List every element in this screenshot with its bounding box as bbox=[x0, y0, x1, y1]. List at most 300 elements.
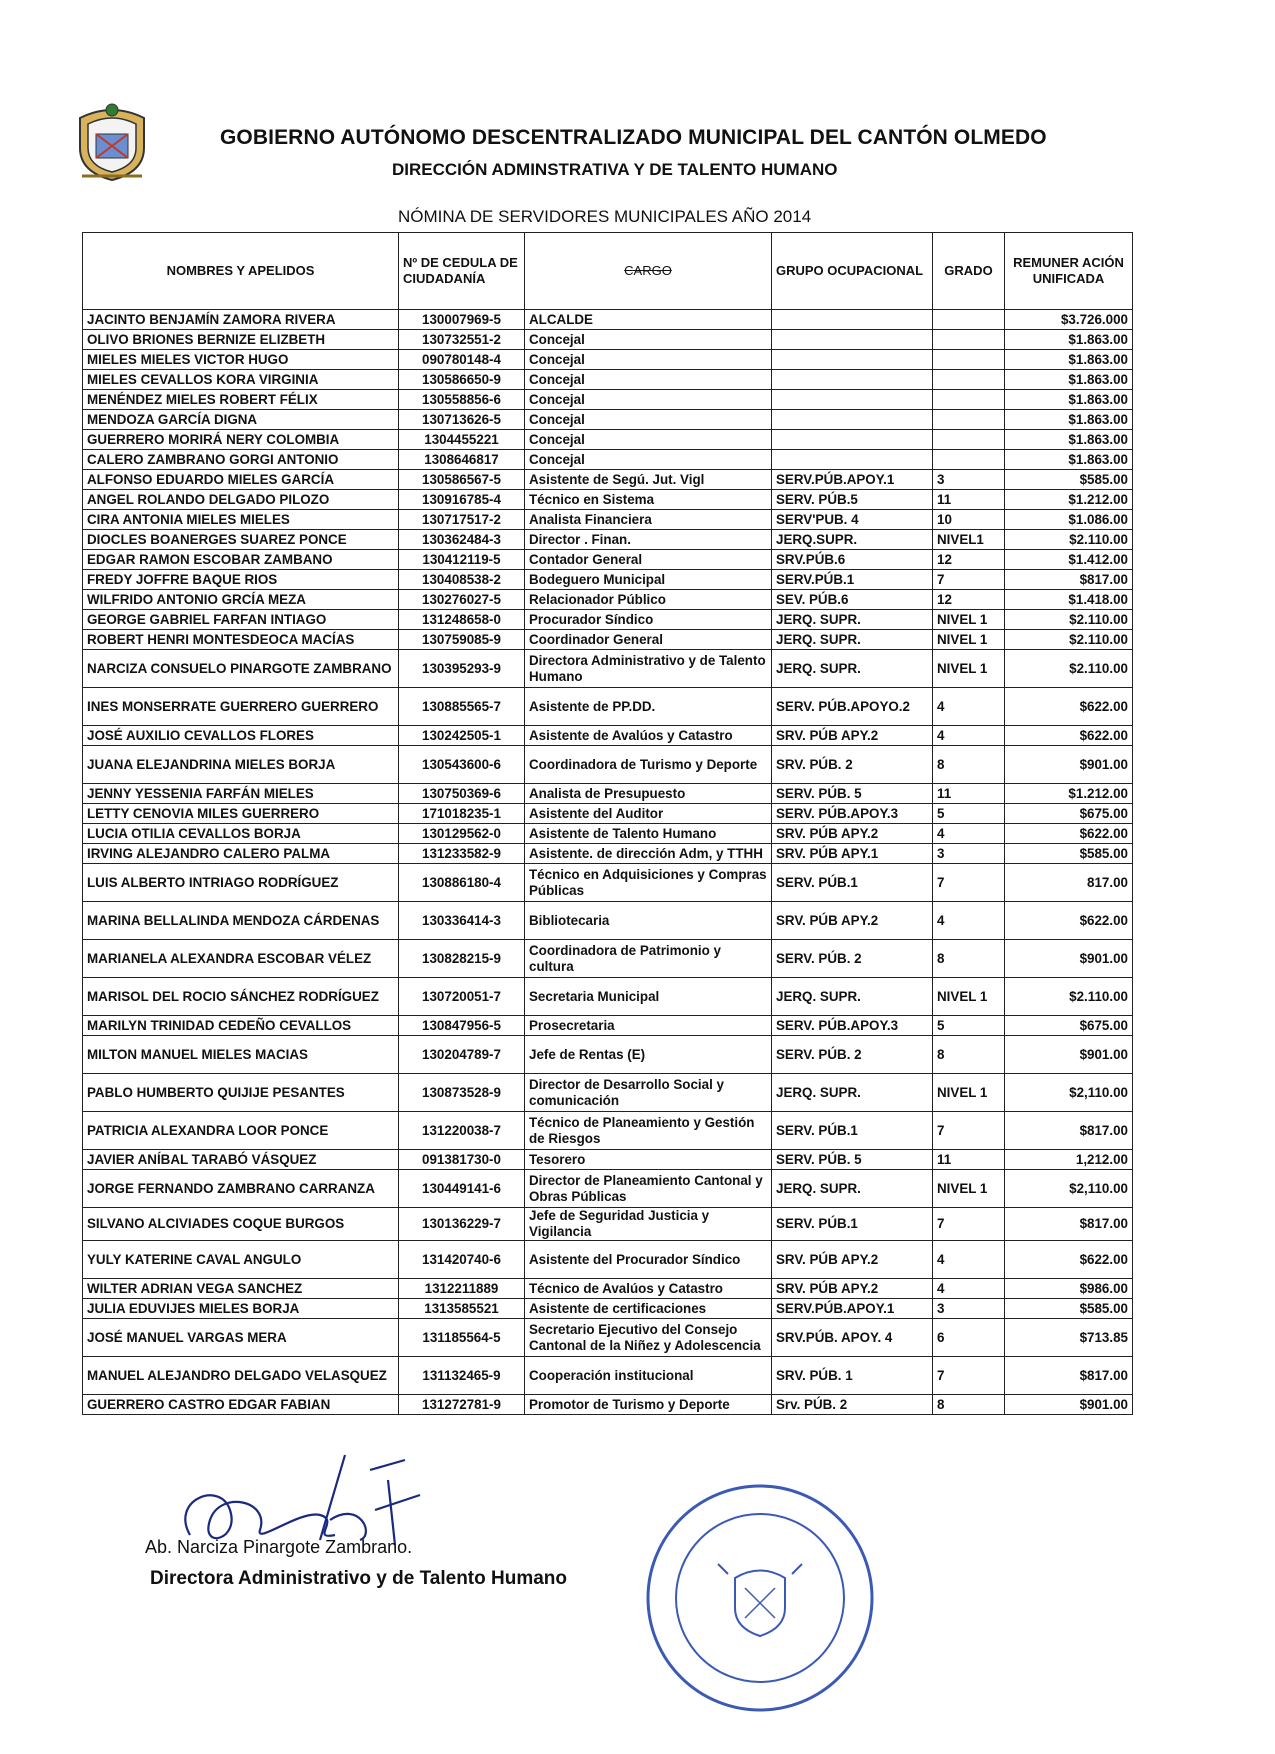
occupational-group-cell: SRV.PÚB. APOY. 4 bbox=[772, 1319, 933, 1357]
employee-name-cell: JOSÉ AUXILIO CEVALLOS FLORES bbox=[83, 726, 399, 746]
cedula-number-cell: 130204789-7 bbox=[399, 1036, 525, 1074]
occupational-group-cell: SRV.PÚB.6 bbox=[772, 550, 933, 570]
grade-cell: 8 bbox=[933, 1036, 1005, 1074]
job-title-cell: Asistente. de dirección Adm, y TTHH bbox=[525, 844, 772, 864]
table-row bbox=[83, 530, 1133, 550]
grade-cell bbox=[933, 370, 1005, 390]
salary-cell: $1.863.00 bbox=[1005, 330, 1133, 350]
table-row bbox=[83, 1208, 1133, 1241]
salary-cell: $1.863.00 bbox=[1005, 350, 1133, 370]
grade-cell: NIVEL1 bbox=[933, 530, 1005, 550]
job-title-cell: Directora Administrativo y de Talento Humano bbox=[525, 650, 772, 688]
municipal-emblem-icon bbox=[72, 96, 152, 182]
payroll-table bbox=[82, 232, 1133, 1415]
grade-cell: 7 bbox=[933, 1112, 1005, 1150]
cedula-number-cell: 090780148-4 bbox=[399, 350, 525, 370]
grade-cell: 11 bbox=[933, 490, 1005, 510]
cedula-number-cell: 130543600-6 bbox=[399, 746, 525, 784]
table-row bbox=[83, 824, 1133, 844]
table-row bbox=[83, 940, 1133, 978]
cedula-number-cell: 130916785-4 bbox=[399, 490, 525, 510]
table-row bbox=[83, 430, 1133, 450]
employee-name-cell: JORGE FERNANDO ZAMBRANO CARRANZA bbox=[83, 1170, 399, 1208]
employee-name-cell: FREDY JOFFRE BAQUE RIOS bbox=[83, 570, 399, 590]
cedula-number-cell: 130449141-6 bbox=[399, 1170, 525, 1208]
institution-title: GOBIERNO AUTÓNOMO DESCENTRALIZADO MUNICIPAL DEL CANTÓN OLMEDO bbox=[220, 126, 1047, 149]
employee-name-cell: ALFONSO EDUARDO MIELES GARCÍA bbox=[83, 470, 399, 490]
occupational-group-cell: JERQ. SUPR. bbox=[772, 610, 933, 630]
employee-name-cell: PABLO HUMBERTO QUIJIJE PESANTES bbox=[83, 1074, 399, 1112]
cedula-number-cell: 130136229-7 bbox=[399, 1208, 525, 1241]
job-title-cell: Concejal bbox=[525, 330, 772, 350]
employee-name-cell: MARISOL DEL ROCIO SÁNCHEZ RODRÍGUEZ bbox=[83, 978, 399, 1016]
table-row bbox=[83, 844, 1133, 864]
grade-cell: 12 bbox=[933, 550, 1005, 570]
employee-name-cell: EDGAR RAMON ESCOBAR ZAMBANO bbox=[83, 550, 399, 570]
salary-cell: $986.00 bbox=[1005, 1279, 1133, 1299]
job-title-cell: Secretaria Municipal bbox=[525, 978, 772, 1016]
employee-name-cell: JENNY YESSENIA FARFÁN MIELES bbox=[83, 784, 399, 804]
table-row bbox=[83, 410, 1133, 430]
cedula-number-cell: 1304455221 bbox=[399, 430, 525, 450]
salary-cell: $675.00 bbox=[1005, 1016, 1133, 1036]
salary-cell: $2.110.00 bbox=[1005, 978, 1133, 1016]
cedula-number-cell: 130362484-3 bbox=[399, 530, 525, 550]
salary-cell: $622.00 bbox=[1005, 688, 1133, 726]
cedula-number-cell: 130276027-5 bbox=[399, 590, 525, 610]
job-title-cell: Concejal bbox=[525, 370, 772, 390]
occupational-group-cell: SRV. PÚB APY.2 bbox=[772, 1279, 933, 1299]
occupational-group-cell bbox=[772, 390, 933, 410]
occupational-group-cell: SERV. PÚB.APOYO.2 bbox=[772, 688, 933, 726]
stamp-seal-icon bbox=[640, 1478, 880, 1718]
occupational-group-cell: SERV. PÚB. 2 bbox=[772, 940, 933, 978]
grade-cell: 4 bbox=[933, 1279, 1005, 1299]
cedula-number-cell: 130885565-7 bbox=[399, 688, 525, 726]
employee-name-cell: LETTY CENOVIA MILES GUERRERO bbox=[83, 804, 399, 824]
grade-cell bbox=[933, 310, 1005, 330]
table-row bbox=[83, 570, 1133, 590]
occupational-group-cell: SRV. PÚB APY.2 bbox=[772, 1241, 933, 1279]
cedula-number-cell: 130847956-5 bbox=[399, 1016, 525, 1036]
occupational-group-cell: JERQ. SUPR. bbox=[772, 1170, 933, 1208]
salary-cell: $1.212.00 bbox=[1005, 490, 1133, 510]
occupational-group-cell: Srv. PÚB. 2 bbox=[772, 1395, 933, 1415]
table-row bbox=[83, 650, 1133, 688]
salary-cell: $901.00 bbox=[1005, 1395, 1133, 1415]
occupational-group-cell: SRV. PÚB APY.2 bbox=[772, 726, 933, 746]
grade-cell: 4 bbox=[933, 688, 1005, 726]
table-title: NÓMINA DE SERVIDORES MUNICIPALES AÑO 2014 bbox=[398, 207, 812, 226]
occupational-group-cell: SERV.PÚB.APOY.1 bbox=[772, 1299, 933, 1319]
occupational-group-cell bbox=[772, 330, 933, 350]
grade-cell: 5 bbox=[933, 1016, 1005, 1036]
grade-cell: 3 bbox=[933, 1299, 1005, 1319]
grade-cell: NIVEL 1 bbox=[933, 978, 1005, 1016]
salary-cell: $675.00 bbox=[1005, 804, 1133, 824]
employee-name-cell: LUCIA OTILIA CEVALLOS BORJA bbox=[83, 824, 399, 844]
job-title-cell: Tesorero bbox=[525, 1150, 772, 1170]
salary-cell: $2.110.00 bbox=[1005, 630, 1133, 650]
employee-name-cell: WILTER ADRIAN VEGA SANCHEZ bbox=[83, 1279, 399, 1299]
occupational-group-cell: SERV.PÚB.APOY.1 bbox=[772, 470, 933, 490]
job-title-cell: Técnico en Adquisiciones y Compras Públicas bbox=[525, 864, 772, 902]
employee-name-cell: INES MONSERRATE GUERRERO GUERRERO bbox=[83, 688, 399, 726]
job-title-cell: Asistente de Segú. Jut. Vigl bbox=[525, 470, 772, 490]
employee-name-cell: YULY KATERINE CAVAL ANGULO bbox=[83, 1241, 399, 1279]
grade-cell: 12 bbox=[933, 590, 1005, 610]
job-title-cell: Coordinadora de Patrimonio y cultura bbox=[525, 940, 772, 978]
cedula-number-cell: 131132465-9 bbox=[399, 1357, 525, 1395]
job-title-cell: Contador General bbox=[525, 550, 772, 570]
grade-cell: 11 bbox=[933, 784, 1005, 804]
column-header-remuneracion: REMUNER ACIÓN UNIFICADA bbox=[1005, 233, 1133, 310]
salary-cell: $901.00 bbox=[1005, 746, 1133, 784]
salary-cell: $1.863.00 bbox=[1005, 390, 1133, 410]
salary-cell: $2.110.00 bbox=[1005, 650, 1133, 688]
employee-name-cell: IRVING ALEJANDRO CALERO PALMA bbox=[83, 844, 399, 864]
job-title-cell: Coordinadora de Turismo y Deporte bbox=[525, 746, 772, 784]
grade-cell: NIVEL 1 bbox=[933, 1074, 1005, 1112]
job-title-cell: Coordinador General bbox=[525, 630, 772, 650]
salary-cell: $622.00 bbox=[1005, 824, 1133, 844]
salary-cell: $817.00 bbox=[1005, 570, 1133, 590]
salary-cell: $2.110.00 bbox=[1005, 530, 1133, 550]
salary-cell: $817.00 bbox=[1005, 1112, 1133, 1150]
grade-cell bbox=[933, 430, 1005, 450]
employee-name-cell: OLIVO BRIONES BERNIZE ELIZBETH bbox=[83, 330, 399, 350]
job-title-cell: Bibliotecaria bbox=[525, 902, 772, 940]
occupational-group-cell bbox=[772, 410, 933, 430]
table-row bbox=[83, 310, 1133, 330]
salary-cell: $622.00 bbox=[1005, 902, 1133, 940]
table-row bbox=[83, 902, 1133, 940]
grade-cell: 8 bbox=[933, 746, 1005, 784]
occupational-group-cell: JERQ. SUPR. bbox=[772, 1074, 933, 1112]
grade-cell bbox=[933, 350, 1005, 370]
salary-cell: $713.85 bbox=[1005, 1319, 1133, 1357]
table-row bbox=[83, 784, 1133, 804]
grade-cell bbox=[933, 450, 1005, 470]
occupational-group-cell: SERV. PÚB.APOY.3 bbox=[772, 1016, 933, 1036]
table-row bbox=[83, 1279, 1133, 1299]
job-title-cell: Concejal bbox=[525, 350, 772, 370]
official-stamp bbox=[640, 1478, 880, 1718]
job-title-cell: Asistente de Avalúos y Catastro bbox=[525, 726, 772, 746]
salary-cell: $585.00 bbox=[1005, 1299, 1133, 1319]
job-title-cell: Asistente de PP.DD. bbox=[525, 688, 772, 726]
employee-name-cell: JUANA ELEJANDRINA MIELES BORJA bbox=[83, 746, 399, 784]
employee-name-cell: GUERRERO MORIRÁ NERY COLOMBIA bbox=[83, 430, 399, 450]
occupational-group-cell: JERQ. SUPR. bbox=[772, 650, 933, 688]
employee-name-cell: JULIA EDUVIJES MIELES BORJA bbox=[83, 1299, 399, 1319]
table-row bbox=[83, 1112, 1133, 1150]
cedula-number-cell: 130129562-0 bbox=[399, 824, 525, 844]
cedula-number-cell: 131220038-7 bbox=[399, 1112, 525, 1150]
salary-cell: $901.00 bbox=[1005, 1036, 1133, 1074]
employee-name-cell: MIELES MIELES VICTOR HUGO bbox=[83, 350, 399, 370]
cedula-number-cell: 1308646817 bbox=[399, 450, 525, 470]
job-title-cell: Bodeguero Municipal bbox=[525, 570, 772, 590]
cedula-number-cell: 130408538-2 bbox=[399, 570, 525, 590]
employee-name-cell: MARILYN TRINIDAD CEDEÑO CEVALLOS bbox=[83, 1016, 399, 1036]
column-header-grupo: GRUPO OCUPACIONAL bbox=[772, 233, 933, 310]
salary-cell: $622.00 bbox=[1005, 726, 1133, 746]
table-row bbox=[83, 1150, 1133, 1170]
column-header-name: NOMBRES Y APELIDOS bbox=[83, 233, 399, 310]
cedula-number-cell: 130750369-6 bbox=[399, 784, 525, 804]
employee-name-cell: WILFRIDO ANTONIO GRCÍA MEZA bbox=[83, 590, 399, 610]
grade-cell: 4 bbox=[933, 824, 1005, 844]
column-header-cargo: CARGO bbox=[525, 233, 772, 310]
occupational-group-cell: SERV. PÚB. 5 bbox=[772, 784, 933, 804]
column-header-cedula: Nº DE CEDULA DE CIUDADANÍA bbox=[399, 233, 525, 310]
salary-cell: $2,110.00 bbox=[1005, 1170, 1133, 1208]
employee-name-cell: MARIANELA ALEXANDRA ESCOBAR VÉLEZ bbox=[83, 940, 399, 978]
grade-cell: 4 bbox=[933, 1241, 1005, 1279]
job-title-cell: Promotor de Turismo y Deporte bbox=[525, 1395, 772, 1415]
occupational-group-cell: JERQ. SUPR. bbox=[772, 630, 933, 650]
cedula-number-cell: 130586650-9 bbox=[399, 370, 525, 390]
salary-cell: $3.726.000 bbox=[1005, 310, 1133, 330]
grade-cell bbox=[933, 330, 1005, 350]
table-row bbox=[83, 610, 1133, 630]
signatory-role: Directora Administrativo y de Talento Humano bbox=[150, 1568, 568, 1589]
salary-cell: $1.863.00 bbox=[1005, 430, 1133, 450]
salary-cell: $1.418.00 bbox=[1005, 590, 1133, 610]
column-header-grado: GRADO bbox=[933, 233, 1005, 310]
cedula-number-cell: 171018235-1 bbox=[399, 804, 525, 824]
occupational-group-cell: SERV. PÚB.APOY.3 bbox=[772, 804, 933, 824]
job-title-cell: Jefe de Rentas (E) bbox=[525, 1036, 772, 1074]
employee-name-cell: SILVANO ALCIVIADES COQUE BURGOS bbox=[83, 1208, 399, 1241]
job-title-cell: Asistente del Procurador Síndico bbox=[525, 1241, 772, 1279]
employee-name-cell: JAVIER ANÍBAL TARABÓ VÁSQUEZ bbox=[83, 1150, 399, 1170]
table-row bbox=[83, 330, 1133, 350]
employee-name-cell: MANUEL ALEJANDRO DELGADO VELASQUEZ bbox=[83, 1357, 399, 1395]
job-title-cell: Técnico de Planeamiento y Gestión de Riesgos bbox=[525, 1112, 772, 1150]
employee-name-cell: MILTON MANUEL MIELES MACIAS bbox=[83, 1036, 399, 1074]
job-title-cell: ALCALDE bbox=[525, 310, 772, 330]
table-row bbox=[83, 590, 1133, 610]
table-row bbox=[83, 370, 1133, 390]
cedula-number-cell: 130336414-3 bbox=[399, 902, 525, 940]
table-row bbox=[83, 510, 1133, 530]
occupational-group-cell: SRV. PÚB APY.2 bbox=[772, 824, 933, 844]
employee-name-cell: ROBERT HENRI MONTESDEOCA MACÍAS bbox=[83, 630, 399, 650]
table-row bbox=[83, 978, 1133, 1016]
grade-cell: 10 bbox=[933, 510, 1005, 530]
cedula-number-cell: 130720051-7 bbox=[399, 978, 525, 1016]
employee-name-cell: ANGEL ROLANDO DELGADO PILOZO bbox=[83, 490, 399, 510]
salary-cell: $622.00 bbox=[1005, 1241, 1133, 1279]
job-title-cell: Concejal bbox=[525, 410, 772, 430]
job-title-cell: Director de Desarrollo Social y comunicación bbox=[525, 1074, 772, 1112]
table-row bbox=[83, 1357, 1133, 1395]
occupational-group-cell bbox=[772, 370, 933, 390]
employee-name-cell: PATRICIA ALEXANDRA LOOR PONCE bbox=[83, 1112, 399, 1150]
table-row bbox=[83, 726, 1133, 746]
occupational-group-cell: SRV. PÚB. 1 bbox=[772, 1357, 933, 1395]
signatory-name: Ab. Narciza Pinargote Zambrano. bbox=[145, 1537, 413, 1557]
job-title-cell: Analista Financiera bbox=[525, 510, 772, 530]
employee-name-cell: GEORGE GABRIEL FARFAN INTIAGO bbox=[83, 610, 399, 630]
occupational-group-cell bbox=[772, 350, 933, 370]
employee-name-cell: DIOCLES BOANERGES SUAREZ PONCE bbox=[83, 530, 399, 550]
table-row bbox=[83, 1074, 1133, 1112]
occupational-group-cell: SERV. PÚB. 2 bbox=[772, 1036, 933, 1074]
salary-cell: $2.110.00 bbox=[1005, 610, 1133, 630]
grade-cell: 7 bbox=[933, 1208, 1005, 1241]
grade-cell: 4 bbox=[933, 726, 1005, 746]
salary-cell: $585.00 bbox=[1005, 844, 1133, 864]
job-title-cell: Jefe de Seguridad Justicia y Vigilancia bbox=[525, 1208, 772, 1241]
job-title-cell: Concejal bbox=[525, 430, 772, 450]
salary-cell: $817.00 bbox=[1005, 1208, 1133, 1241]
employee-name-cell: NARCIZA CONSUELO PINARGOTE ZAMBRANO bbox=[83, 650, 399, 688]
grade-cell: 8 bbox=[933, 940, 1005, 978]
occupational-group-cell: SERV. PÚB.1 bbox=[772, 864, 933, 902]
employee-name-cell: MIELES CEVALLOS KORA VIRGINIA bbox=[83, 370, 399, 390]
cedula-number-cell: 130713626-5 bbox=[399, 410, 525, 430]
occupational-group-cell: SERV. PÚB.1 bbox=[772, 1112, 933, 1150]
table-row bbox=[83, 450, 1133, 470]
cedula-number-cell: 130395293-9 bbox=[399, 650, 525, 688]
grade-cell: 7 bbox=[933, 1357, 1005, 1395]
employee-name-cell: MENDOZA GARCÍA DIGNA bbox=[83, 410, 399, 430]
grade-cell: 6 bbox=[933, 1319, 1005, 1357]
salary-cell: $1.086.00 bbox=[1005, 510, 1133, 530]
salary-cell: $2,110.00 bbox=[1005, 1074, 1133, 1112]
cedula-number-cell: 131272781-9 bbox=[399, 1395, 525, 1415]
table-row bbox=[83, 1299, 1133, 1319]
cedula-number-cell: 091381730-0 bbox=[399, 1150, 525, 1170]
job-title-cell: Secretario Ejecutivo del Consejo Cantonal de la Niñez y Adolescencia bbox=[525, 1319, 772, 1357]
grade-cell: 3 bbox=[933, 470, 1005, 490]
job-title-cell: Técnico en Sistema bbox=[525, 490, 772, 510]
job-title-cell: Asistente del Auditor bbox=[525, 804, 772, 824]
job-title-cell: Asistente de certificaciones bbox=[525, 1299, 772, 1319]
grade-cell bbox=[933, 390, 1005, 410]
grade-cell: NIVEL 1 bbox=[933, 1170, 1005, 1208]
salary-cell: $901.00 bbox=[1005, 940, 1133, 978]
cedula-number-cell: 130886180-4 bbox=[399, 864, 525, 902]
table-header-row bbox=[83, 233, 1133, 310]
table-row bbox=[83, 746, 1133, 784]
cedula-number-cell: 131420740-6 bbox=[399, 1241, 525, 1279]
table-row bbox=[83, 1395, 1133, 1415]
occupational-group-cell: SERV. PÚB.5 bbox=[772, 490, 933, 510]
cedula-number-cell: 131185564-5 bbox=[399, 1319, 525, 1357]
salary-cell: $1.863.00 bbox=[1005, 450, 1133, 470]
table-row bbox=[83, 630, 1133, 650]
cedula-number-cell: 130007969-5 bbox=[399, 310, 525, 330]
job-title-cell: Analista de Presupuesto bbox=[525, 784, 772, 804]
cedula-number-cell: 131233582-9 bbox=[399, 844, 525, 864]
employee-name-cell: MENÉNDEZ MIELES ROBERT FÉLIX bbox=[83, 390, 399, 410]
table-body bbox=[83, 310, 1133, 1415]
grade-cell: 8 bbox=[933, 1395, 1005, 1415]
job-title-cell: Prosecretaria bbox=[525, 1016, 772, 1036]
occupational-group-cell: SRV. PÚB APY.2 bbox=[772, 902, 933, 940]
cedula-number-cell: 130828215-9 bbox=[399, 940, 525, 978]
cedula-number-cell: 130586567-5 bbox=[399, 470, 525, 490]
grade-cell: 11 bbox=[933, 1150, 1005, 1170]
job-title-cell: Concejal bbox=[525, 450, 772, 470]
salary-cell: 1,212.00 bbox=[1005, 1150, 1133, 1170]
cedula-number-cell: 1312211889 bbox=[399, 1279, 525, 1299]
table-row bbox=[83, 470, 1133, 490]
salary-cell: $1.212.00 bbox=[1005, 784, 1133, 804]
employee-name-cell: JOSÉ MANUEL VARGAS MERA bbox=[83, 1319, 399, 1357]
occupational-group-cell: SERV. PÚB. 5 bbox=[772, 1150, 933, 1170]
table-row bbox=[83, 350, 1133, 370]
employee-name-cell: JACINTO BENJAMÍN ZAMORA RIVERA bbox=[83, 310, 399, 330]
table-row bbox=[83, 1241, 1133, 1279]
table-row bbox=[83, 1319, 1133, 1357]
occupational-group-cell: SEV. PÚB.6 bbox=[772, 590, 933, 610]
employee-name-cell: LUIS ALBERTO INTRIAGO RODRÍGUEZ bbox=[83, 864, 399, 902]
job-title-cell: Cooperación institucional bbox=[525, 1357, 772, 1395]
table-row bbox=[83, 390, 1133, 410]
table-row bbox=[83, 1016, 1133, 1036]
table-row bbox=[83, 490, 1133, 510]
occupational-group-cell: JERQ.SUPR. bbox=[772, 530, 933, 550]
occupational-group-cell bbox=[772, 310, 933, 330]
cedula-number-cell: 131248658-0 bbox=[399, 610, 525, 630]
cedula-number-cell: 130717517-2 bbox=[399, 510, 525, 530]
cedula-number-cell: 130732551-2 bbox=[399, 330, 525, 350]
occupational-group-cell bbox=[772, 430, 933, 450]
employee-name-cell: CALERO ZAMBRANO GORGI ANTONIO bbox=[83, 450, 399, 470]
job-title-cell: Director . Finan. bbox=[525, 530, 772, 550]
job-title-cell: Procurador Síndico bbox=[525, 610, 772, 630]
occupational-group-cell bbox=[772, 450, 933, 470]
occupational-group-cell: SERV.PÚB.1 bbox=[772, 570, 933, 590]
salary-cell: $1.863.00 bbox=[1005, 370, 1133, 390]
table-row bbox=[83, 688, 1133, 726]
salary-cell: $1.863.00 bbox=[1005, 410, 1133, 430]
cedula-number-cell: 130412119-5 bbox=[399, 550, 525, 570]
grade-cell: 7 bbox=[933, 570, 1005, 590]
table-row bbox=[83, 804, 1133, 824]
cedula-number-cell: 130759085-9 bbox=[399, 630, 525, 650]
grade-cell bbox=[933, 410, 1005, 430]
job-title-cell: Director de Planeamiento Cantonal y Obras Públicas bbox=[525, 1170, 772, 1208]
grade-cell: 3 bbox=[933, 844, 1005, 864]
employee-name-cell: GUERRERO CASTRO EDGAR FABIAN bbox=[83, 1395, 399, 1415]
table-row bbox=[83, 1170, 1133, 1208]
cedula-number-cell: 1313585521 bbox=[399, 1299, 525, 1319]
salary-cell: $817.00 bbox=[1005, 1357, 1133, 1395]
employee-name-cell: CIRA ANTONIA MIELES MIELES bbox=[83, 510, 399, 530]
job-title-cell: Concejal bbox=[525, 390, 772, 410]
occupational-group-cell: SERV. PÚB.1 bbox=[772, 1208, 933, 1241]
grade-cell: 7 bbox=[933, 864, 1005, 902]
occupational-group-cell: SRV. PÚB. 2 bbox=[772, 746, 933, 784]
cedula-number-cell: 130558856-6 bbox=[399, 390, 525, 410]
table-row bbox=[83, 1036, 1133, 1074]
salary-cell: 817.00 bbox=[1005, 864, 1133, 902]
grade-cell: NIVEL 1 bbox=[933, 630, 1005, 650]
grade-cell: NIVEL 1 bbox=[933, 610, 1005, 630]
table-row bbox=[83, 864, 1133, 902]
job-title-cell: Asistente de Talento Humano bbox=[525, 824, 772, 844]
salary-cell: $1.412.00 bbox=[1005, 550, 1133, 570]
grade-cell: 4 bbox=[933, 902, 1005, 940]
salary-cell: $585.00 bbox=[1005, 470, 1133, 490]
table-row bbox=[83, 550, 1133, 570]
